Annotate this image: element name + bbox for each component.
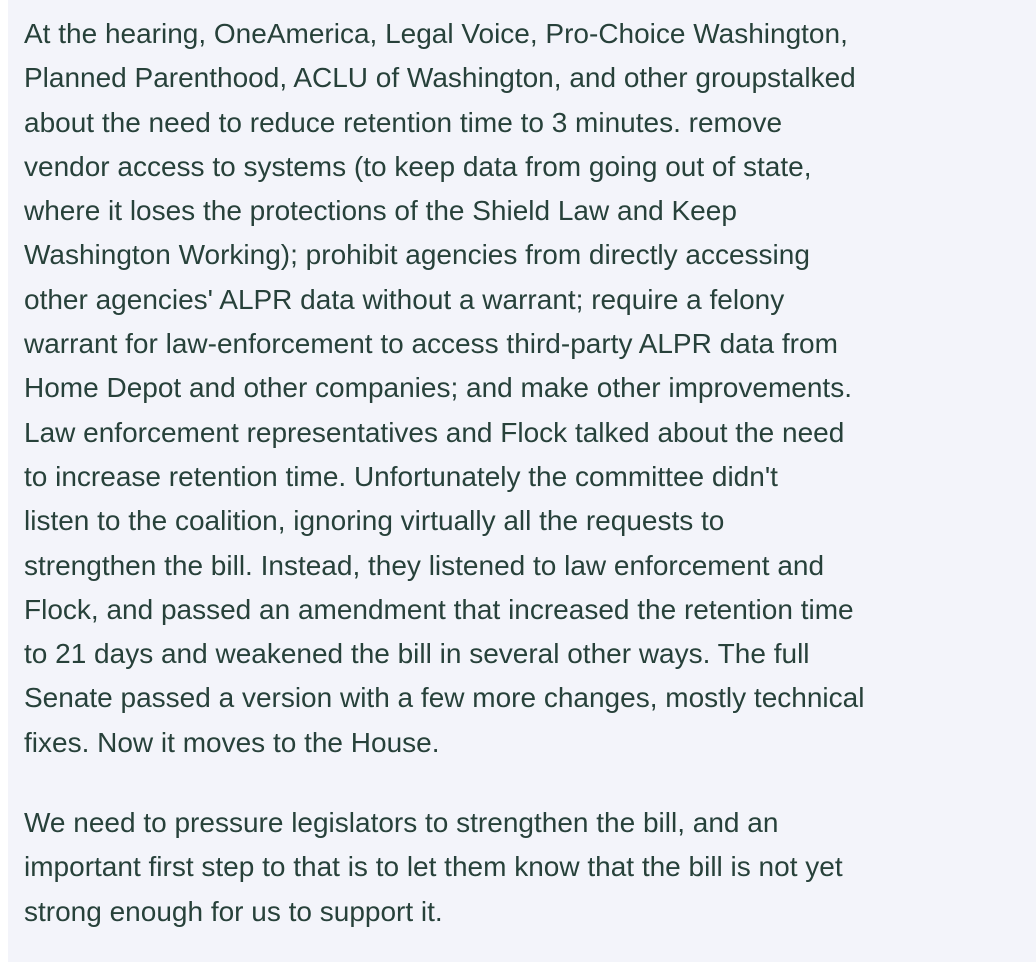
text-line: strengthen the bill. Instead, they listened to law enforcement and <box>24 549 825 581</box>
text-line: where it loses the protections of the Shield Law and Keep <box>24 195 737 227</box>
text-line: Senate passed a version with a few more changes, mostly technical <box>24 682 865 714</box>
article-body <box>24 12 1024 934</box>
text-line: warrant for law-enforcement to access third-party ALPR data from <box>24 328 838 360</box>
text-line: listen to the coalition, ignoring virtually all the requests to <box>24 505 725 537</box>
text-line: other agencies' ALPR data without a warrant; require a felony <box>24 283 785 315</box>
paragraph-call-to-action <box>24 801 1024 934</box>
text-line: We need to pressure legislators to strengthen the bill, and an <box>24 807 779 839</box>
text-line: Planned Parenthood, ACLU of Washington, and other groupstalked <box>24 62 856 94</box>
text-line: about the need to reduce retention time to 3 minutes. remove <box>24 106 783 138</box>
text-line: Home Depot and other companies; and make other improvements. <box>24 372 852 404</box>
text-line: to 21 days and weakened the bill in several other ways. The full <box>24 638 810 670</box>
paragraph-hearing-summary <box>24 12 1024 765</box>
text-line: Law enforcement representatives and Flock talked about the need <box>24 416 845 448</box>
text-line: important first step to that is to let them know that the bill is not yet <box>24 851 843 883</box>
text-line: Flock, and passed an amendment that increased the retention time <box>24 593 854 625</box>
text-line: to increase retention time. Unfortunately the committee didn't <box>24 460 778 492</box>
text-line: At the hearing, OneAmerica, Legal Voice, Pro-Choice Washington, <box>24 18 848 49</box>
text-line: fixes. Now it moves to the House. <box>24 726 440 758</box>
content-panel <box>8 0 1036 962</box>
text-line: Washington Working); prohibit agencies from directly accessing <box>24 239 810 271</box>
text-line: vendor access to systems (to keep data from going out of state, <box>24 150 812 182</box>
text-line: strong enough for us to support it. <box>24 895 443 927</box>
